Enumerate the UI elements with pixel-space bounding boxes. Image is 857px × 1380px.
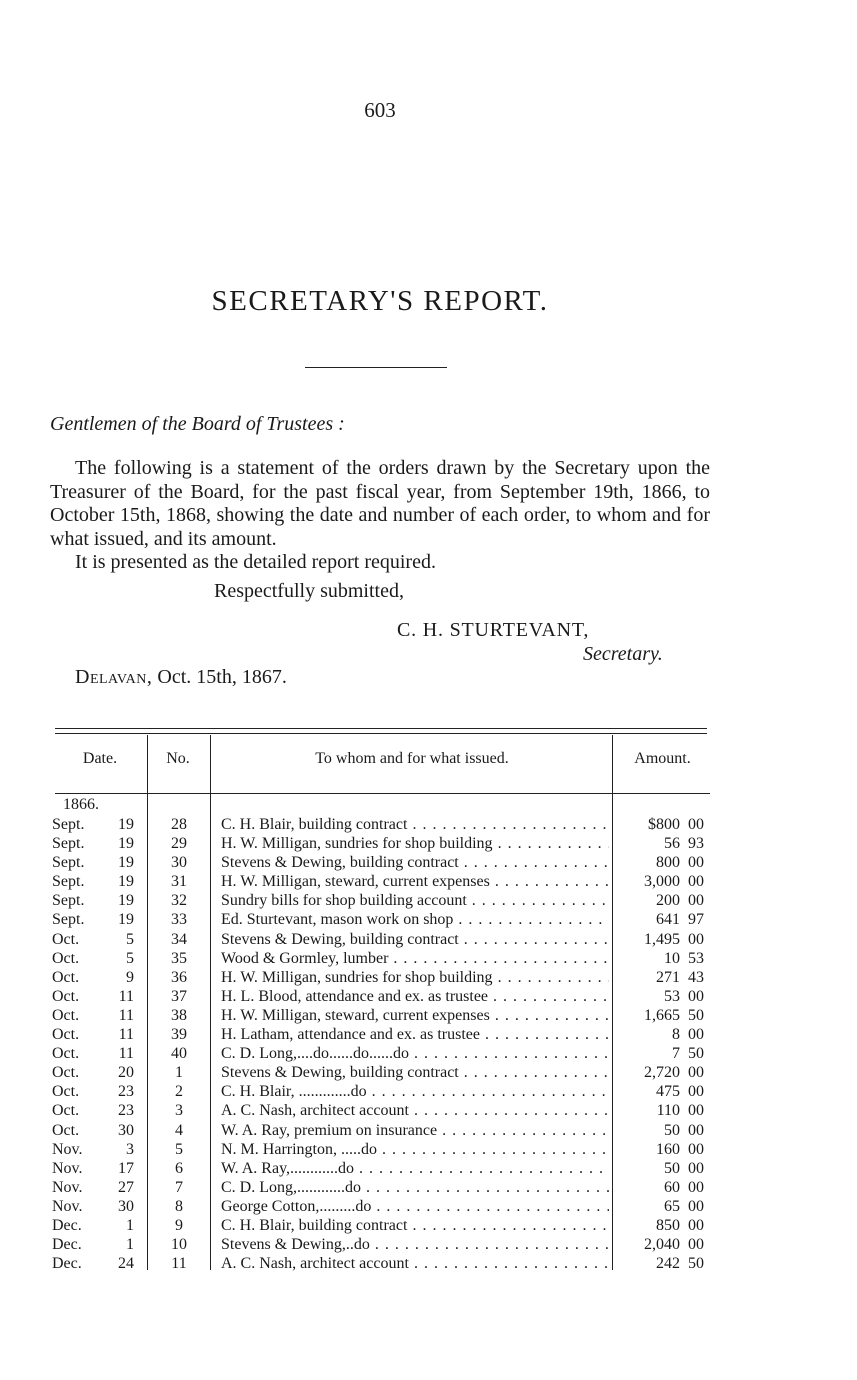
order-number: 8 [175,1197,183,1215]
order-description: A. C. Nash, architect account . . . [221,1254,609,1273]
table-row [0,834,857,853]
signer-title: Secretary. [583,643,663,665]
table-row [0,1254,857,1273]
order-month: Oct. [52,1026,80,1044]
order-number: 11 [171,1255,187,1273]
order-description: H. L. Blood, attendance and ex. as trustee . . . [221,987,609,1006]
order-month: Sept. [52,854,85,872]
detail-paragraph: It is presented as the detailed report required. [75,551,436,573]
order-description: Stevens & Dewing, building contract . . . [221,930,609,949]
order-number: 2 [175,1083,183,1101]
order-amount-dollars: 50 [664,1121,680,1139]
table-row [0,930,857,949]
order-month: Sept. [52,873,85,891]
order-number: 5 [175,1140,183,1158]
table-row [0,968,857,987]
order-number: 36 [171,968,187,986]
order-day: 9 [126,968,134,986]
order-amount-cents: 00 [688,1026,704,1044]
order-amount-dollars: 242 [656,1255,680,1273]
order-month: Sept. [52,911,85,929]
order-number: 6 [175,1159,183,1177]
order-number: 33 [171,911,187,929]
order-month: Nov. [52,1178,83,1196]
order-number: 37 [171,987,187,1005]
order-day: 30 [118,1197,134,1215]
order-amount-cents: 00 [688,1083,704,1101]
table-row [0,1159,857,1178]
order-amount-dollars: 7 [672,1045,680,1063]
order-description: H. Latham, attendance and ex. as trustee . . . [221,1025,609,1044]
order-amount-cents: 00 [688,987,704,1005]
order-number: 39 [171,1026,187,1044]
order-month: Dec. [52,1236,82,1254]
order-amount-dollars: 8 [672,1026,680,1044]
report-body [50,457,710,575]
order-day: 3 [126,1140,134,1158]
table-top-rule-1 [55,728,707,729]
order-day: 11 [118,987,134,1005]
order-amount-dollars: 50 [664,1159,680,1177]
statement-paragraph: The following is a statement of the orders drawn by the Secretary upon the Treasurer of the Board, for the past fiscal year, from September 19th, 1866, to October 15th, 1868, showing the date and number of each order, to whom and for what issued, and its amount. [50,457,710,550]
order-amount-cents: 00 [688,1064,704,1082]
table-row [0,1178,857,1197]
order-day: 11 [118,1045,134,1063]
order-amount-cents: 50 [688,1255,704,1273]
order-amount-cents: 00 [688,1159,704,1177]
order-description: Stevens & Dewing, building contract . . . [221,853,609,872]
table-row [0,1044,857,1063]
signer-name: C. H. STURTEVANT, [397,619,590,641]
order-description: A. C. Nash, architect account . . . [221,1101,609,1120]
order-month: Nov. [52,1197,83,1215]
order-description: H. W. Milligan, steward, current expenses . . . [221,872,609,891]
order-description: C. H. Blair, building contract . . . [221,1216,609,1235]
order-description: W. A. Ray, premium on insurance . . . [221,1121,609,1140]
order-month: Dec. [52,1216,82,1234]
order-number: 35 [171,949,187,967]
order-number: 9 [175,1216,183,1234]
order-number: 30 [171,854,187,872]
order-day: 5 [126,930,134,948]
order-description: C. H. Blair, building contract . . . [221,815,609,834]
order-day: 27 [118,1178,134,1196]
table-year: 1866. [63,796,99,813]
order-description: Ed. Sturtevant, mason work on shop . . . [221,910,609,929]
order-description: W. A. Ray,............do . . . [221,1159,609,1178]
order-description: C. H. Blair, .............do . . . [221,1082,609,1101]
order-amount-cents: 00 [688,1236,704,1254]
order-amount-cents: 50 [688,1045,704,1063]
order-description: C. D. Long,............do . . . [221,1178,609,1197]
order-amount-cents: 43 [688,968,704,986]
order-month: Oct. [52,968,80,986]
order-amount-dollars: 800 [656,854,680,872]
order-month: Sept. [52,816,85,833]
table-row [0,1063,857,1082]
order-description: H. W. Milligan, sundries for shop building . . . [221,968,609,987]
order-amount-cents: 00 [688,1197,704,1215]
order-day: 5 [126,949,134,967]
table-row [0,1121,857,1140]
order-amount-cents: 53 [688,949,704,967]
order-number: 3 [175,1102,183,1120]
report-title: SECRETARY'S REPORT. [211,285,549,317]
order-amount-cents: 00 [688,1121,704,1139]
order-number: 7 [175,1178,183,1196]
order-number: 34 [171,930,187,948]
table-row [0,1235,857,1254]
order-amount-dollars: 60 [664,1178,680,1196]
order-description: C. D. Long,....do......do......do . . . [221,1044,609,1063]
signoff: Respectfully submitted, [214,580,404,602]
order-number: 28 [171,816,187,833]
order-description: H. W. Milligan, steward, current expenses . . . [221,1006,609,1025]
order-amount-dollars: 200 [656,892,680,910]
place-date [75,666,287,689]
header-description: To whom and for what issued. [315,750,509,767]
order-amount-dollars: 1,495 [644,930,680,948]
date-line: Oct. 15th, 1867. [157,666,287,688]
order-amount-dollars: 56 [664,835,680,853]
order-month: Nov. [52,1140,83,1158]
table-row [0,815,857,834]
order-amount-dollars: 110 [656,1102,680,1120]
header-no: No. [166,750,190,767]
order-day: 19 [118,873,134,891]
order-month: Oct. [52,1121,80,1139]
table-row [0,1006,857,1025]
order-amount-cents: 00 [688,1140,704,1158]
order-amount-cents: 97 [688,911,704,929]
order-month: Oct. [52,1006,80,1024]
order-description: N. M. Harrington, .....do . . . [221,1140,609,1159]
order-day: 11 [118,1026,134,1044]
order-day: 1 [126,1236,134,1254]
page-number: 603 [364,98,396,122]
order-month: Oct. [52,930,80,948]
order-month: Oct. [52,949,80,967]
order-month: Oct. [52,1083,80,1101]
order-day: 11 [118,1006,134,1024]
order-month: Oct. [52,1045,80,1063]
order-amount-cents: 00 [688,854,704,872]
order-amount-cents: 00 [688,873,704,891]
order-day: 17 [118,1159,134,1177]
order-day: 1 [126,1216,134,1234]
order-description: H. W. Milligan, sundries for shop building . . . [221,834,609,853]
order-description: Sundry bills for shop building account . . . [221,891,609,910]
order-amount-cents: 00 [688,930,704,948]
order-description: Stevens & Dewing, building contract . . . [221,1063,609,1082]
order-number: 4 [175,1121,183,1139]
order-amount-dollars: 1,665 [644,1006,680,1024]
order-day: 20 [118,1064,134,1082]
order-amount-cents: 00 [688,892,704,910]
order-day: 24 [118,1255,134,1273]
order-description: Stevens & Dewing,..do . . . [221,1235,609,1254]
order-number: 10 [171,1236,187,1254]
order-day: 19 [118,892,134,910]
table-row [0,1197,857,1216]
order-amount-dollars: 271 [656,968,680,986]
order-number: 32 [171,892,187,910]
order-amount-dollars: 10 [664,949,680,967]
order-amount-cents: 00 [688,1102,704,1120]
order-amount-dollars: 160 [656,1140,680,1158]
order-day: 19 [118,816,134,833]
order-number: 1 [175,1064,183,1082]
order-day: 23 [118,1083,134,1101]
table-row [0,1025,857,1044]
order-day: 23 [118,1102,134,1120]
table-row [0,891,857,910]
order-day: 30 [118,1121,134,1139]
order-amount-cents: 00 [688,816,704,833]
table-row [0,910,857,929]
order-amount-cents: 93 [688,835,704,853]
order-amount-dollars: 850 [656,1216,680,1234]
table-row [0,1082,857,1101]
order-amount-dollars: 65 [664,1197,680,1215]
order-month: Oct. [52,1102,80,1120]
order-day: 19 [118,911,134,929]
header-amount: Amount. [634,750,691,767]
title-rule [305,367,447,368]
table-row [0,949,857,968]
order-month: Nov. [52,1159,83,1177]
order-number: 40 [171,1045,187,1063]
order-amount-dollars: 53 [664,987,680,1005]
order-amount-dollars: 3,000 [644,873,680,891]
order-day: 19 [118,835,134,853]
table-row [0,1140,857,1159]
order-month: Oct. [52,987,80,1005]
order-month: Sept. [52,835,85,853]
place: Delavan, [75,666,153,688]
order-amount-cents: 50 [688,1006,704,1024]
order-amount-dollars: 475 [656,1083,680,1101]
table-row [0,1101,857,1120]
order-amount-dollars: $800 [648,816,680,833]
order-month: Oct. [52,1064,80,1082]
order-day: 19 [118,854,134,872]
order-amount-cents: 00 [688,1216,704,1234]
order-description: Wood & Gormley, lumber . . . [221,949,609,968]
orders-table-body [0,815,857,1273]
order-description: George Cotton,.........do . . . [221,1197,609,1216]
order-amount-cents: 00 [688,1178,704,1196]
table-row [0,1216,857,1235]
table-row [0,872,857,891]
order-number: 29 [171,835,187,853]
order-amount-dollars: 641 [656,911,680,929]
order-amount-dollars: 2,720 [644,1064,680,1082]
table-row [0,987,857,1006]
order-number: 38 [171,1006,187,1024]
table-row [0,853,857,872]
order-amount-dollars: 2,040 [644,1236,680,1254]
salutation: Gentlemen of the Board of Trustees : [50,413,345,435]
header-date: Date. [82,750,118,767]
table-top-rule-2 [55,733,707,734]
order-month: Dec. [52,1255,82,1273]
order-number: 31 [171,873,187,891]
order-month: Sept. [52,892,85,910]
